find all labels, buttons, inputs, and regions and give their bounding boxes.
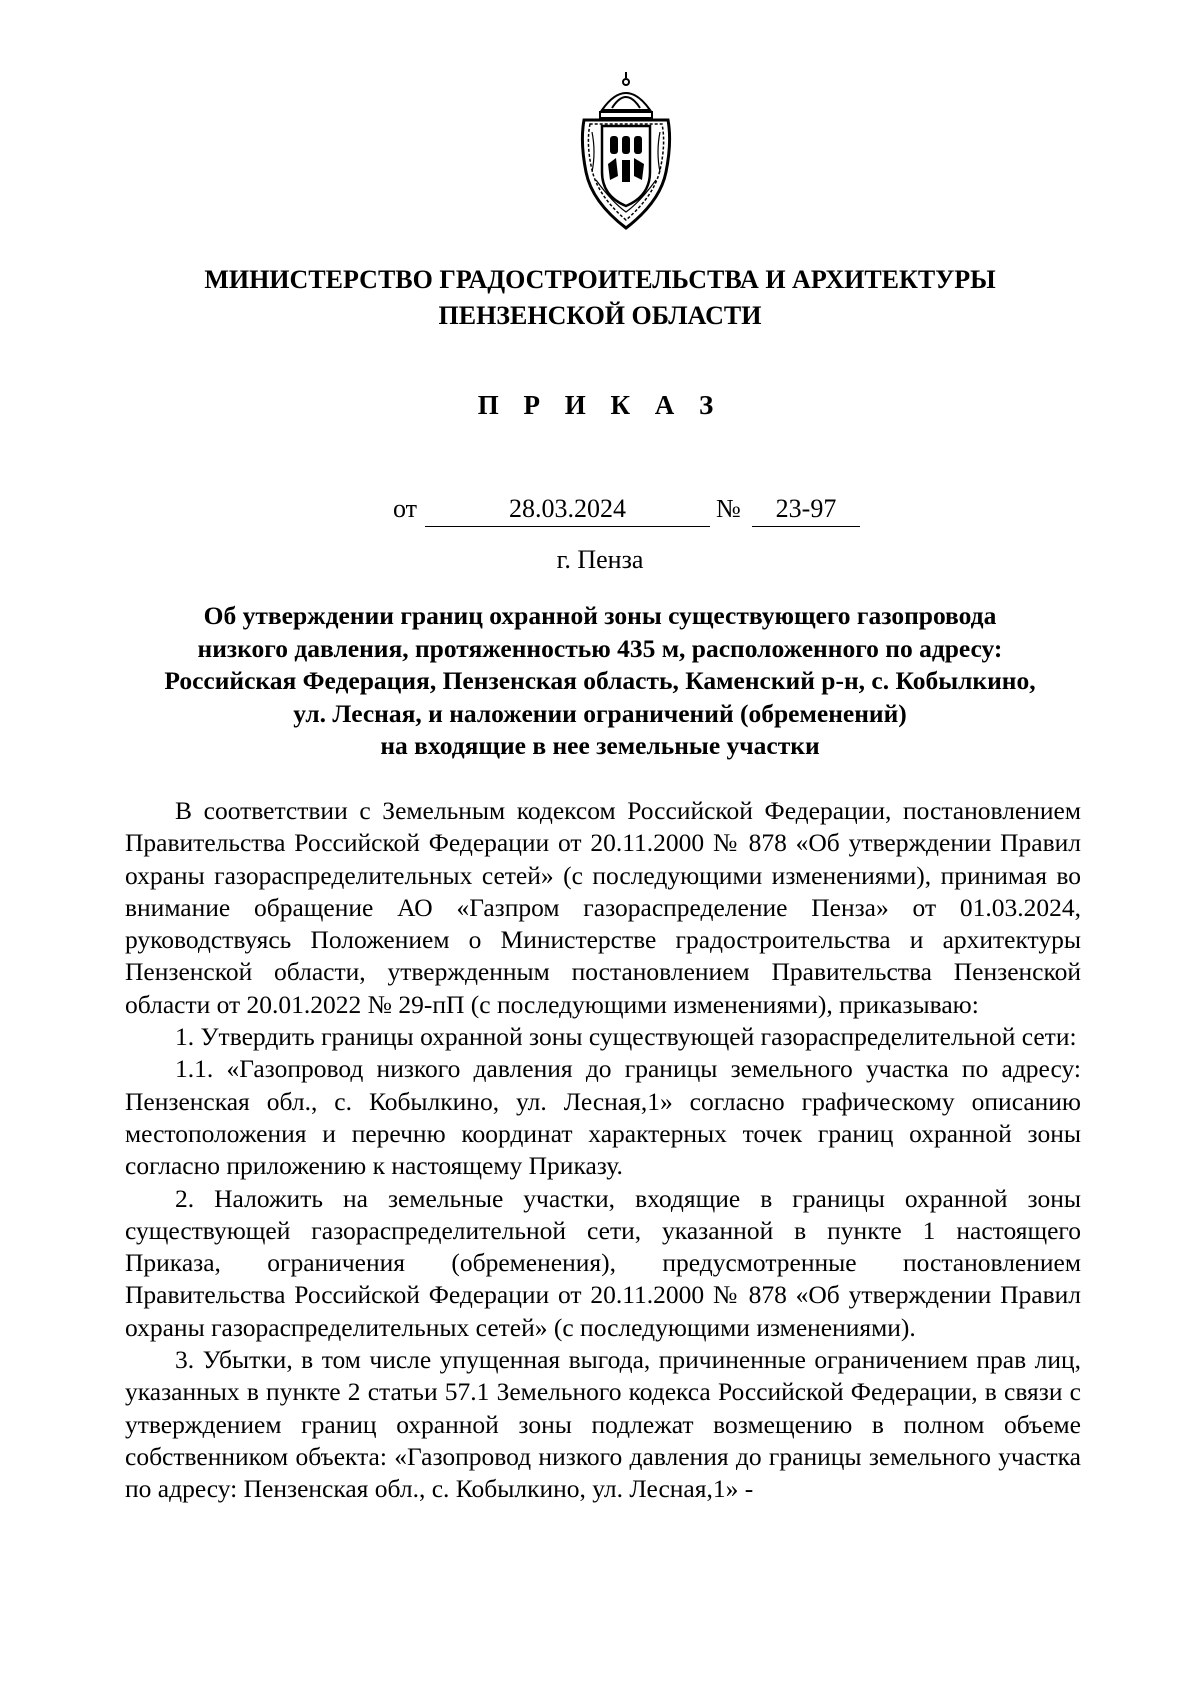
ministry-name xyxy=(150,262,1050,334)
subject-line-1: Об утверждении границ охранной зоны существующего газопровода xyxy=(203,601,997,630)
item-2-paragraph: 2. Наложить на земельные участки, входящие в границы охранной зоны существующей газораспределительной сети, указанной в пункте 1 настоящего Приказа, ограничения (обременения), предусмотренные постановлением Правительства Российской Федерации от 20.11.2000 № 878 «Об утверждении Правил охраны газораспределительных сетей» (с последующими изменениями). xyxy=(125,1183,1081,1342)
item-1-paragraph: 1. Утвердить границы охранной зоны существующей газораспределительной сети: xyxy=(175,1022,1077,1052)
subject-line-5: на входящие в нее земельные участки xyxy=(380,731,820,760)
document-subject xyxy=(120,600,1080,763)
preamble-paragraph: В соответствии с Земельным кодексом Российской Федерации, постановлением Правительства Российской Федерации от 20.11.2000 № 878 «Об утверждении Правил охраны газораспределительных сетей» (с последующими изменениями), принимая во внимание обращение АО «Газпром газораспределение Пенза» от 01.03.2024, руководствуясь Положением о Министерстве градостроительства и архитектуры Пензенской области, утвержденным постановлением Правительства Пензенской области от 20.01.2022 № 29-пП (с последующими изменениями), приказываю: xyxy=(125,796,1081,1019)
ministry-line-1: МИНИСТЕРСТВО ГРАДОСТРОИТЕЛЬСТВА И АРХИТЕКТУРЫ xyxy=(204,265,996,294)
city: г. Пенза xyxy=(556,545,644,574)
document-number: 23-97 xyxy=(752,494,860,527)
document-date: 28.03.2024 xyxy=(425,494,710,527)
date-number-line xyxy=(0,488,1200,528)
subject-line-3: Российская Федерация, Пензенская область, Каменский р-н, с. Кобылкино, xyxy=(164,666,1036,695)
number-sign: № xyxy=(716,494,741,523)
date-prefix: от xyxy=(393,494,418,523)
subject-line-2: низкого давления, протяженностью 435 м, расположенного по адресу: xyxy=(197,633,1003,663)
ministry-line-2: ПЕНЗЕНСКОЙ ОБЛАСТИ xyxy=(438,301,762,330)
coat-of-arms-icon xyxy=(572,72,680,232)
subject-line-4: ул. Лесная, и наложении ограничений (обременений) xyxy=(293,698,907,728)
item-3-paragraph: 3. Убытки, в том числе упущенная выгода, причиненные ограничением прав лиц, указанных в пункте 2 статьи 57.1 Земельного кодекса Российской Федерации, в связи с утверждением границ охранной зоны подлежат возмещению в полном объеме собственником объекта: «Газопровод низкого давления до границы земельного участка по адресу: Пензенская обл., с. Кобылкино, ул. Лесная,1» - xyxy=(125,1345,1081,1504)
document-body xyxy=(125,795,1081,1506)
document-type-title: П Р И К А З xyxy=(477,390,723,420)
item-1-1-paragraph: 1.1. «Газопровод низкого давления до границы земельного участка по адресу: Пензенская обл., с. Кобылкино, ул. Лесная,1» согласно графическому описанию местоположения и перечню координат характерных точек границ охранной зоны согласно приложению к настоящему Приказу. xyxy=(125,1054,1081,1181)
